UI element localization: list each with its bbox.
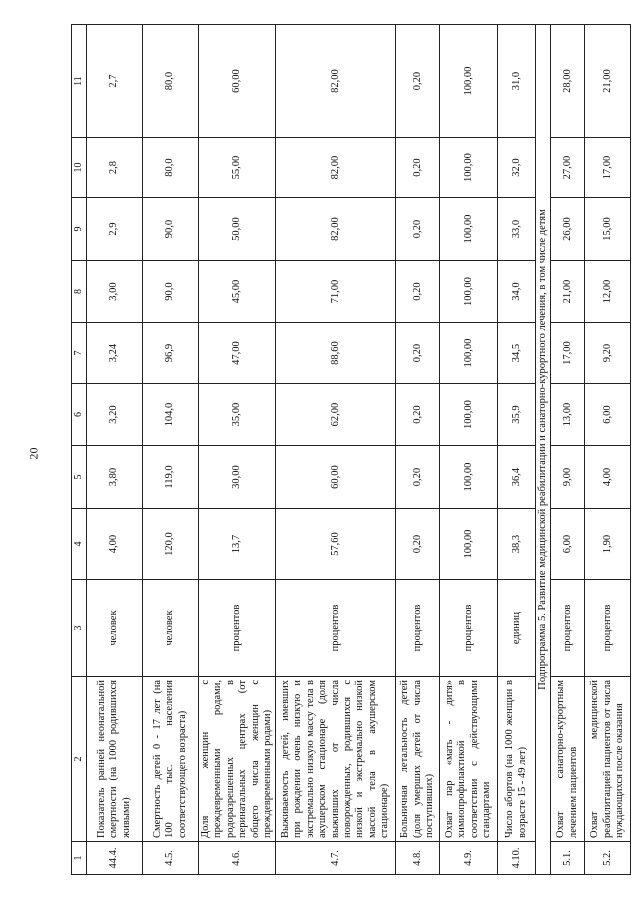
value-cell: 21,00 bbox=[585, 25, 631, 138]
row-number: 4.7. bbox=[276, 842, 396, 875]
column-header: 6 bbox=[72, 384, 87, 446]
value-cell: 100,00 bbox=[440, 261, 498, 323]
value-cell: 15,00 bbox=[585, 198, 631, 261]
value-cell: 17,00 bbox=[551, 323, 585, 384]
unit-cell: человек bbox=[87, 580, 143, 677]
value-cell: 50,00 bbox=[199, 198, 276, 261]
value-cell: 57,60 bbox=[276, 509, 396, 580]
value-cell: 104,0 bbox=[143, 384, 199, 446]
row-number: 5.1. bbox=[551, 842, 585, 875]
value-cell: 100,00 bbox=[440, 509, 498, 580]
value-cell: 100,00 bbox=[440, 25, 498, 138]
value-cell: 71,00 bbox=[276, 261, 396, 323]
value-cell: 82,00 bbox=[276, 138, 396, 198]
column-header: 5 bbox=[72, 446, 87, 509]
indicator-table-wrapper bbox=[71, 25, 625, 875]
value-cell: 38,3 bbox=[498, 509, 536, 580]
value-cell: 28,00 bbox=[551, 25, 585, 138]
section-row bbox=[536, 25, 551, 875]
value-cell: 3,00 bbox=[87, 261, 143, 323]
row-number: 4.6. bbox=[199, 842, 276, 875]
value-cell: 80,0 bbox=[143, 25, 199, 138]
value-cell: 120,0 bbox=[143, 509, 199, 580]
value-cell: 33,0 bbox=[498, 198, 536, 261]
unit-cell: процентов bbox=[396, 580, 440, 677]
value-cell: 9,00 bbox=[551, 446, 585, 509]
value-cell: 2,9 bbox=[87, 198, 143, 261]
value-cell: 13,00 bbox=[551, 384, 585, 446]
table-row bbox=[585, 25, 631, 875]
table-row bbox=[498, 25, 536, 875]
value-cell: 3,80 bbox=[87, 446, 143, 509]
value-cell: 6,00 bbox=[551, 509, 585, 580]
unit-cell: процентов bbox=[440, 580, 498, 677]
unit-cell: единиц bbox=[498, 580, 536, 677]
value-cell: 88,60 bbox=[276, 323, 396, 384]
unit-cell: процентов bbox=[199, 580, 276, 677]
indicator-name: Смертность детей 0 - 17 лет (на 100 тыс. населения соответствующего возраста) bbox=[143, 677, 199, 842]
column-header: 1 bbox=[72, 842, 87, 875]
unit-cell: человек bbox=[143, 580, 199, 677]
value-cell: 4,00 bbox=[585, 446, 631, 509]
indicator-table bbox=[71, 24, 631, 875]
unit-cell: процентов bbox=[551, 580, 585, 677]
value-cell: 35,00 bbox=[199, 384, 276, 446]
page-number: 20 bbox=[26, 447, 41, 460]
value-cell: 90,0 bbox=[143, 198, 199, 261]
value-cell: 45,00 bbox=[199, 261, 276, 323]
value-cell: 60,00 bbox=[276, 446, 396, 509]
column-header: 8 bbox=[72, 261, 87, 323]
table-row bbox=[440, 25, 498, 875]
indicator-name: Доля женщин с преждевременными родами, родоразрешенных в перинатальных центрах (от общего числа женщин с преждевременными родами) bbox=[199, 677, 276, 842]
value-cell: 0,20 bbox=[396, 261, 440, 323]
value-cell: 34,0 bbox=[498, 261, 536, 323]
value-cell: 1,90 bbox=[585, 509, 631, 580]
table-row bbox=[199, 25, 276, 875]
value-cell: 2,8 bbox=[87, 138, 143, 198]
column-header: 4 bbox=[72, 509, 87, 580]
row-number: 4.5. bbox=[143, 842, 199, 875]
value-cell: 100,00 bbox=[440, 323, 498, 384]
value-cell: 4,00 bbox=[87, 509, 143, 580]
value-cell: 55,00 bbox=[199, 138, 276, 198]
column-header: 9 bbox=[72, 198, 87, 261]
value-cell: 119,0 bbox=[143, 446, 199, 509]
value-cell: 100,00 bbox=[440, 384, 498, 446]
value-cell: 9,20 bbox=[585, 323, 631, 384]
value-cell: 30,00 bbox=[199, 446, 276, 509]
value-cell: 3,24 bbox=[87, 323, 143, 384]
value-cell: 80,0 bbox=[143, 138, 199, 198]
value-cell: 21,00 bbox=[551, 261, 585, 323]
column-header: 3 bbox=[72, 580, 87, 677]
indicator-name: Охват пар «мать - дитя» химиопрофилактикой в соответствии с действующими стандартами bbox=[440, 677, 498, 842]
value-cell: 47,00 bbox=[199, 323, 276, 384]
value-cell: 62,00 bbox=[276, 384, 396, 446]
value-cell: 27,00 bbox=[551, 138, 585, 198]
value-cell: 100,00 bbox=[440, 138, 498, 198]
value-cell: 60,00 bbox=[199, 25, 276, 138]
table-row bbox=[396, 25, 440, 875]
value-cell: 82,00 bbox=[276, 25, 396, 138]
value-cell: 6,00 bbox=[585, 384, 631, 446]
value-cell: 100,00 bbox=[440, 198, 498, 261]
value-cell: 26,00 bbox=[551, 198, 585, 261]
value-cell: 2,7 bbox=[87, 25, 143, 138]
row-number: 4.8. bbox=[396, 842, 440, 875]
column-header: 2 bbox=[72, 677, 87, 842]
table-row bbox=[276, 25, 396, 875]
value-cell: 82,00 bbox=[276, 198, 396, 261]
table-row bbox=[87, 25, 143, 875]
indicator-name: Охват санаторно-курортным лечением пациентов bbox=[551, 677, 585, 842]
value-cell: 31,0 bbox=[498, 25, 536, 138]
indicator-name: Выживаемость детей, имевших при рождении очень низкую и экстремально низкую массу тела в акушерском стационаре (доля выживших от числа новорожденных, родившихся с низкой и экстремально низкой массой тела в акушерском стационаре) bbox=[276, 677, 396, 842]
value-cell: 0,20 bbox=[396, 384, 440, 446]
unit-cell: процентов bbox=[585, 580, 631, 677]
value-cell: 13,7 bbox=[199, 509, 276, 580]
value-cell: 0,20 bbox=[396, 25, 440, 138]
value-cell: 0,20 bbox=[396, 198, 440, 261]
value-cell: 0,20 bbox=[396, 446, 440, 509]
value-cell: 12,00 bbox=[585, 261, 631, 323]
header-row bbox=[72, 25, 87, 875]
value-cell: 96,9 bbox=[143, 323, 199, 384]
value-cell: 35,9 bbox=[498, 384, 536, 446]
section-title: Подпрограмма 5. Развитие медицинской реабилитации и санаторно-курортного лечения, в том числе детям bbox=[536, 25, 551, 875]
value-cell: 0,20 bbox=[396, 138, 440, 198]
value-cell: 36,4 bbox=[498, 446, 536, 509]
value-cell: 34,5 bbox=[498, 323, 536, 384]
row-number: 44.4. bbox=[87, 842, 143, 875]
value-cell: 0,20 bbox=[396, 509, 440, 580]
indicator-name: Показатель ранней неонатальной смертности (на 1000 родившихся живыми) bbox=[87, 677, 143, 842]
table-row bbox=[143, 25, 199, 875]
column-header: 10 bbox=[72, 138, 87, 198]
indicator-name: Охват медицинской реабилитацией пациентов от числа нуждающихся после оказания bbox=[585, 677, 631, 842]
value-cell: 90,0 bbox=[143, 261, 199, 323]
row-number: 4.10. bbox=[498, 842, 536, 875]
table-row bbox=[551, 25, 585, 875]
value-cell: 0,20 bbox=[396, 323, 440, 384]
value-cell: 3,20 bbox=[87, 384, 143, 446]
value-cell: 100,00 bbox=[440, 446, 498, 509]
unit-cell: процентов bbox=[276, 580, 396, 677]
row-number: 5.2. bbox=[585, 842, 631, 875]
indicator-name: Число абортов (на 1000 женщин в возрасте 15 - 49 лет) bbox=[498, 677, 536, 842]
indicator-name: Больничная летальность детей (доля умерших детей от числа поступивших) bbox=[396, 677, 440, 842]
column-header: 11 bbox=[72, 25, 87, 138]
value-cell: 17,00 bbox=[585, 138, 631, 198]
row-number: 4.9. bbox=[440, 842, 498, 875]
value-cell: 32,0 bbox=[498, 138, 536, 198]
column-header: 7 bbox=[72, 323, 87, 384]
